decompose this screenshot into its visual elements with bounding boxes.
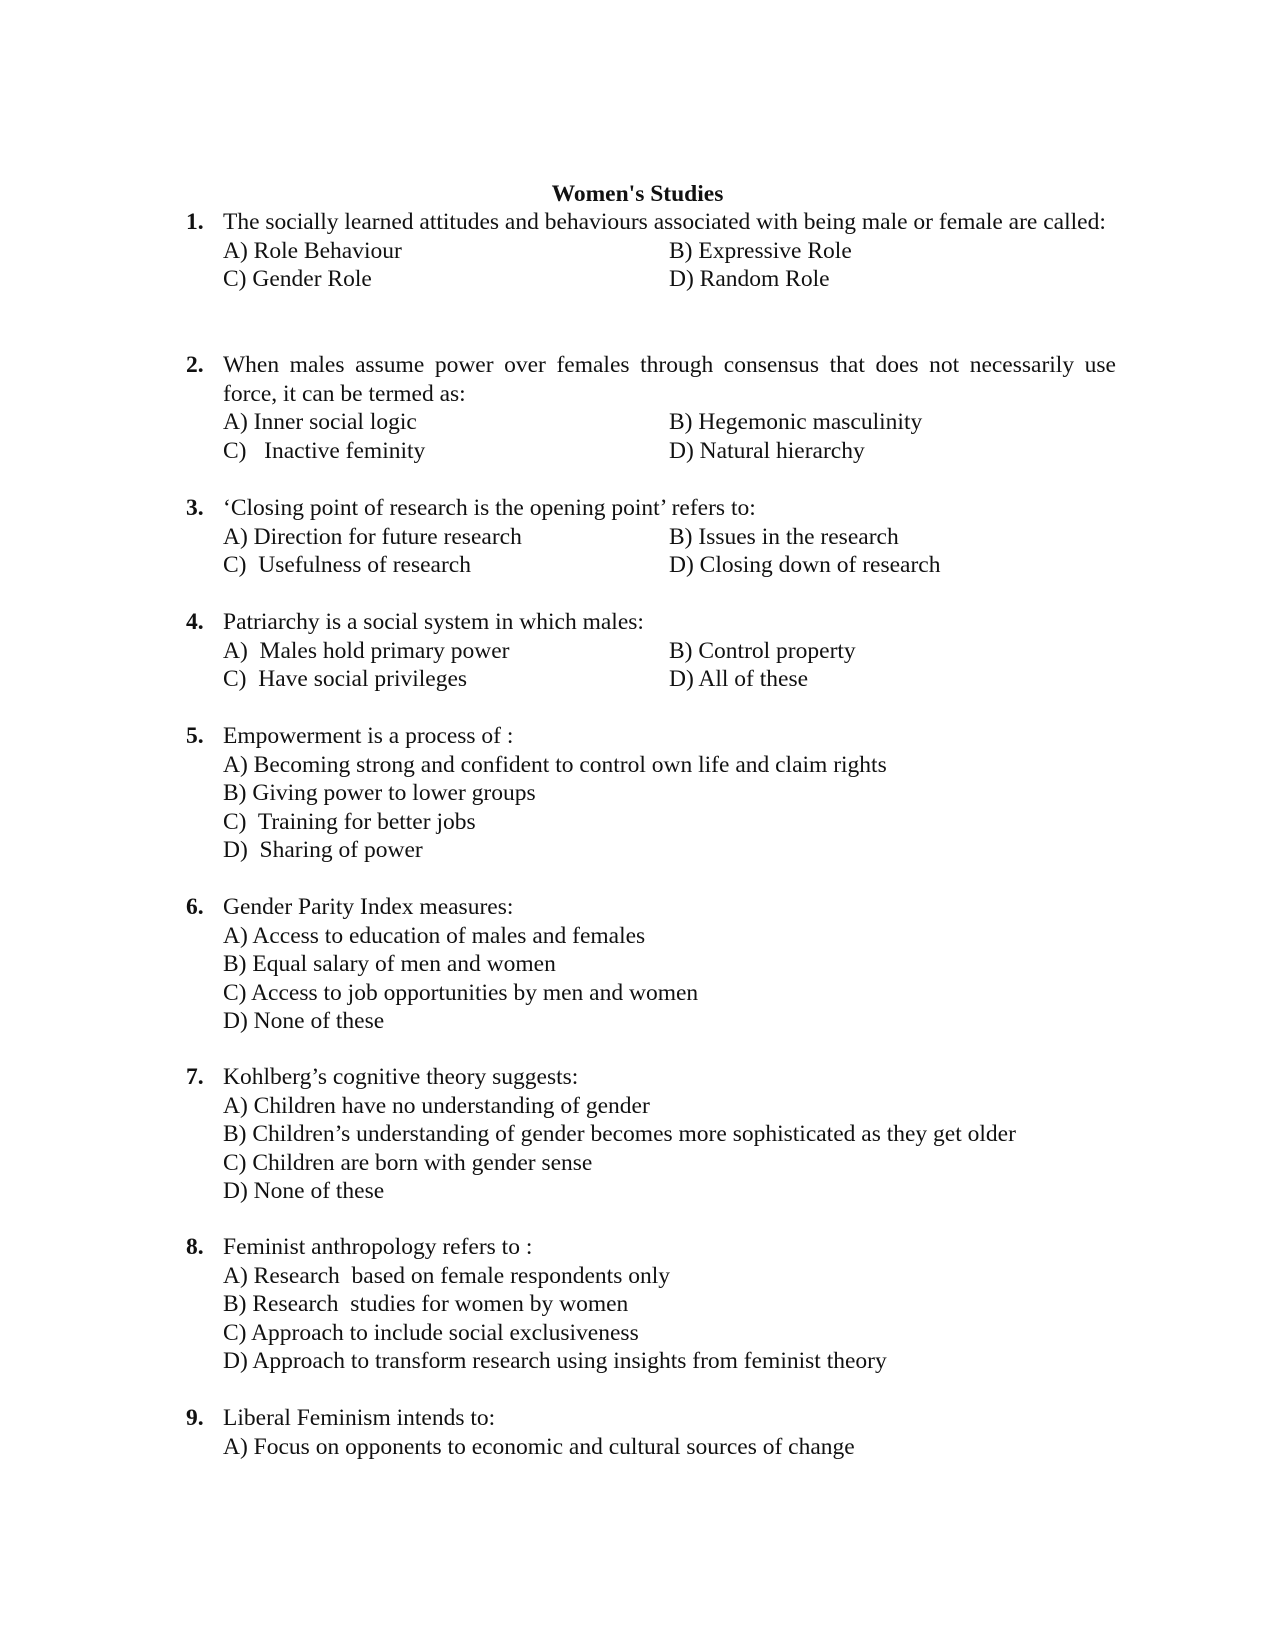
option-b: B) Hegemonic masculinity	[669, 409, 923, 436]
option-c: C) Approach to include social exclusiveness	[223, 1319, 639, 1346]
question-stem: When males assume power over females through consensus that does not necessarily use force, it can be termed as:	[223, 352, 1116, 407]
options-grid	[223, 523, 1116, 580]
option-d: D) Closing down of research	[669, 552, 941, 579]
option-d: D) Sharing of power	[223, 837, 423, 864]
question-number: 7.	[186, 1064, 204, 1090]
option-b: B) Issues in the research	[669, 523, 899, 550]
question-stem: Liberal Feminism intends to:	[223, 1405, 496, 1431]
question-number: 4.	[186, 609, 204, 635]
option-c: C) Have social privileges	[223, 666, 468, 693]
option-b: B) Equal salary of men and women	[223, 951, 556, 978]
option-d: D) All of these	[669, 666, 809, 693]
question-body	[223, 208, 1116, 294]
question-stem: Empowerment is a process of :	[223, 723, 514, 749]
option-b: B) Children’s understanding of gender becomes more sophisticated as they get older	[223, 1121, 1016, 1148]
question-stem: Feminist anthropology refers to :	[223, 1234, 533, 1260]
question-body	[223, 1063, 1116, 1206]
question-number: 9.	[186, 1405, 204, 1431]
option-a: A) Access to education of males and females	[223, 922, 646, 949]
option-a: A) Becoming strong and confident to control own life and claim rights	[223, 751, 887, 778]
option-b: B) Giving power to lower groups	[223, 780, 536, 807]
option-d: D) Random Role	[669, 266, 830, 293]
question-stem: Gender Parity Index measures:	[223, 894, 514, 920]
option-d: D) None of these	[223, 1178, 385, 1205]
question-stem: The socially learned attitudes and behaviours associated with being male or female are called:	[223, 209, 1106, 235]
option-c: C) Usefulness of research	[223, 552, 471, 579]
option-a: A) Direction for future research	[223, 523, 522, 550]
options-grid	[223, 237, 1116, 294]
question-number: 8.	[186, 1234, 204, 1260]
option-d: D) None of these	[223, 1008, 385, 1035]
option-b: B) Control property	[669, 637, 856, 664]
question-number: 1.	[186, 209, 204, 235]
option-d: D) Natural hierarchy	[669, 437, 865, 464]
question-number: 3.	[186, 495, 204, 521]
question-body	[223, 722, 1116, 865]
options-grid	[223, 637, 1116, 694]
question-body	[223, 494, 1116, 580]
options-grid	[223, 408, 1116, 465]
option-a: A) Research based on female respondents only	[223, 1262, 671, 1289]
question-number: 6.	[186, 894, 204, 920]
option-b: B) Expressive Role	[669, 237, 852, 264]
question-body	[223, 608, 1116, 694]
option-c: C) Children are born with gender sense	[223, 1149, 593, 1176]
question-body	[223, 1233, 1116, 1376]
question-number: 2.	[186, 352, 204, 378]
option-a: A) Role Behaviour	[223, 237, 402, 264]
option-c: C) Training for better jobs	[223, 808, 476, 835]
option-c: C) Gender Role	[223, 266, 372, 293]
question-number: 5.	[186, 723, 204, 749]
option-a: A) Focus on opponents to economic and cultural sources of change	[223, 1433, 855, 1460]
page-title: Women's Studies	[551, 181, 724, 207]
option-d: D) Approach to transform research using insights from feminist theory	[223, 1348, 887, 1375]
option-c: C) Inactive feminity	[223, 437, 426, 464]
question-stem: Kohlberg’s cognitive theory suggests:	[223, 1064, 579, 1090]
option-a: A) Inner social logic	[223, 409, 417, 436]
option-a: A) Males hold primary power	[223, 637, 510, 664]
question-body	[223, 893, 1116, 1036]
question-stem: Patriarchy is a social system in which males:	[223, 609, 644, 635]
question-stem: ‘Closing point of research is the opening point’ refers to:	[223, 495, 756, 521]
option-b: B) Research studies for women by women	[223, 1291, 629, 1318]
option-c: C) Access to job opportunities by men and women	[223, 979, 699, 1006]
question-body	[223, 1404, 1116, 1461]
question-body	[223, 351, 1116, 465]
option-a: A) Children have no understanding of gender	[223, 1092, 650, 1119]
